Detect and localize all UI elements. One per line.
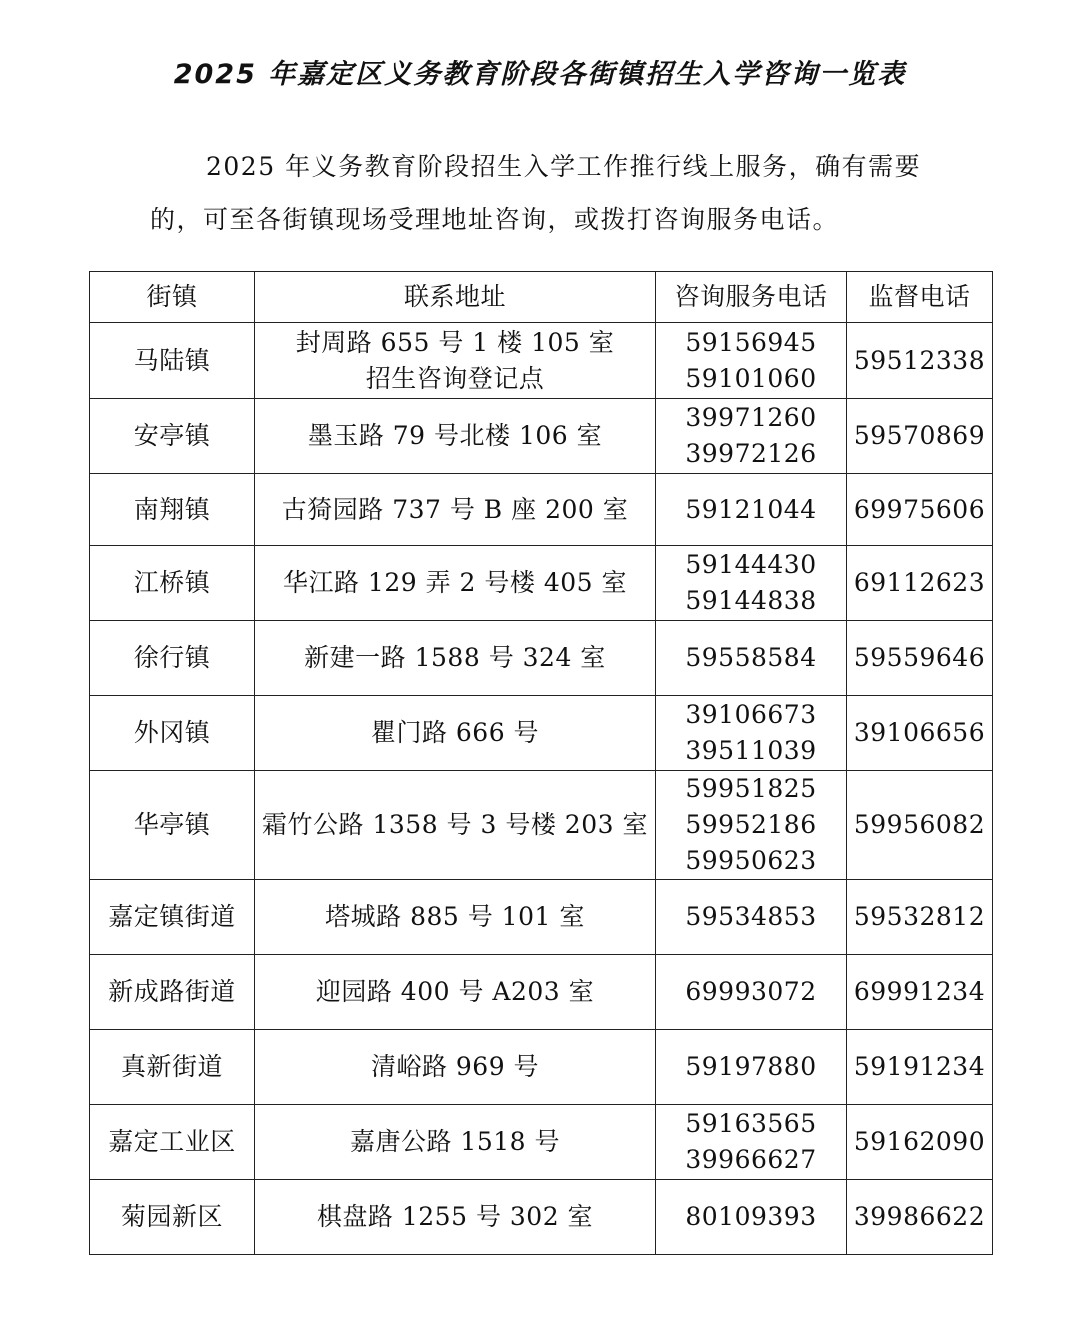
document-title: 2025 年嘉定区义务教育阶段各街镇招生入学咨询一览表: [173, 59, 907, 90]
cell-supervision-phone: 59162090: [847, 1105, 993, 1180]
cell-town: 新成路街道: [90, 955, 255, 1030]
address-line: 嘉唐公路 1518 号: [349, 1127, 561, 1156]
table-row: [90, 880, 993, 955]
cell-consult-phone: [656, 1180, 847, 1255]
address-line: 瞿门路 666 号: [370, 718, 540, 747]
cell-consult-phone: [656, 696, 847, 771]
table-row: [90, 1105, 993, 1180]
cell-consult-phone: [656, 771, 847, 880]
cell-town: 徐行镇: [90, 621, 255, 696]
consult-phone-number: 80109393: [685, 1202, 817, 1231]
consult-phone-number: 59144838: [685, 586, 817, 615]
cell-address: [255, 1030, 656, 1105]
cell-supervision-phone: 39986622: [847, 1180, 993, 1255]
consult-phone-number: 59534853: [685, 902, 817, 931]
table-row: [90, 323, 993, 399]
table-row: [90, 621, 993, 696]
table-row: [90, 955, 993, 1030]
consult-phone-number: 59558584: [685, 643, 817, 672]
cell-address: [255, 621, 656, 696]
enrollment-contact-table: [89, 271, 993, 1255]
address-line: 封周路 655 号 1 楼 105 室: [295, 327, 615, 357]
cell-town: 马陆镇: [90, 323, 255, 399]
cell-address: [255, 955, 656, 1030]
address-line: 霜竹公路 1358 号 3 号楼 203 室: [262, 810, 648, 839]
consult-phone-number: 59950623: [685, 846, 817, 875]
consult-phone-number: 59121044: [685, 494, 817, 524]
consult-phone-number: 59144430: [685, 550, 817, 579]
consult-phone-number: 39971260: [685, 403, 817, 432]
header-town: 街镇: [90, 272, 255, 323]
table-row: [90, 1030, 993, 1105]
address-line: 棋盘路 1255 号 302 室: [316, 1202, 594, 1231]
table-row: [90, 771, 993, 880]
cell-consult-phone: [656, 621, 847, 696]
cell-address: [255, 323, 656, 399]
consult-phone-number: 39966627: [685, 1145, 817, 1174]
address-line: 新建一路 1588 号 324 室: [304, 643, 606, 672]
header-consult-phone: 咨询服务电话: [656, 272, 847, 323]
cell-supervision-phone: 69975606: [847, 474, 993, 546]
cell-consult-phone: [656, 399, 847, 474]
address-line: 古猗园路 737 号 B 座 200 室: [281, 494, 629, 524]
cell-supervision-phone: 59512338: [847, 323, 993, 399]
cell-town: 南翔镇: [90, 474, 255, 546]
cell-consult-phone: [656, 955, 847, 1030]
cell-address: [255, 696, 656, 771]
cell-address: [255, 1180, 656, 1255]
cell-supervision-phone: 59956082: [847, 771, 993, 880]
header-supervision-phone: 监督电话: [847, 272, 993, 323]
cell-consult-phone: [656, 546, 847, 621]
cell-supervision-phone: 59559646: [847, 621, 993, 696]
intro-text: 2025 年义务教育阶段招生入学工作推行线上服务，确有需要的，可至各街镇现场受理地址咨询，或拨打咨询服务电话。: [150, 152, 922, 234]
address-line: 清峪路 969 号: [370, 1052, 540, 1081]
header-address: 联系地址: [255, 272, 656, 323]
consult-phone-number: 69993072: [685, 977, 817, 1006]
cell-town: 江桥镇: [90, 546, 255, 621]
cell-town: 菊园新区: [90, 1180, 255, 1255]
cell-supervision-phone: 59191234: [847, 1030, 993, 1105]
cell-address: [255, 546, 656, 621]
intro-paragraph: [150, 140, 930, 246]
cell-town: 嘉定镇街道: [90, 880, 255, 955]
table-header-row: [90, 272, 993, 323]
table-row: [90, 696, 993, 771]
consult-phone-number: 59101060: [685, 363, 817, 393]
cell-address: [255, 771, 656, 880]
cell-address: [255, 399, 656, 474]
table-row: [90, 474, 993, 546]
cell-address: [255, 474, 656, 546]
consult-phone-number: 59951825: [685, 774, 817, 803]
consult-phone-number: 59163565: [685, 1109, 817, 1138]
address-line: 迎园路 400 号 A203 室: [315, 977, 595, 1006]
cell-supervision-phone: 59532812: [847, 880, 993, 955]
address-line: 华江路 129 弄 2 号楼 405 室: [282, 568, 628, 597]
cell-address: [255, 880, 656, 955]
consult-phone-number: 59952186: [685, 810, 817, 839]
table-body: [90, 323, 993, 1255]
cell-town: 嘉定工业区: [90, 1105, 255, 1180]
cell-town: 安亭镇: [90, 399, 255, 474]
consult-phone-number: 39972126: [685, 439, 817, 468]
cell-supervision-phone: 59570869: [847, 399, 993, 474]
consult-phone-number: 59156945: [685, 327, 817, 357]
cell-town: 华亭镇: [90, 771, 255, 880]
consult-phone-number: 59197880: [685, 1052, 817, 1081]
cell-consult-phone: [656, 323, 847, 399]
table-row: [90, 546, 993, 621]
cell-consult-phone: [656, 1030, 847, 1105]
table-row: [90, 1180, 993, 1255]
address-line: 招生咨询登记点: [365, 363, 545, 393]
address-line: 塔城路 885 号 101 室: [325, 902, 585, 931]
consult-phone-number: 39511039: [685, 736, 817, 765]
cell-town: 外冈镇: [90, 696, 255, 771]
cell-supervision-phone: 69991234: [847, 955, 993, 1030]
address-line: 墨玉路 79 号北楼 106 室: [307, 421, 603, 450]
cell-supervision-phone: 69112623: [847, 546, 993, 621]
table-row: [90, 399, 993, 474]
cell-address: [255, 1105, 656, 1180]
cell-supervision-phone: 39106656: [847, 696, 993, 771]
cell-consult-phone: [656, 1105, 847, 1180]
cell-town: 真新街道: [90, 1030, 255, 1105]
cell-consult-phone: [656, 474, 847, 546]
cell-consult-phone: [656, 880, 847, 955]
consult-phone-number: 39106673: [685, 700, 817, 729]
